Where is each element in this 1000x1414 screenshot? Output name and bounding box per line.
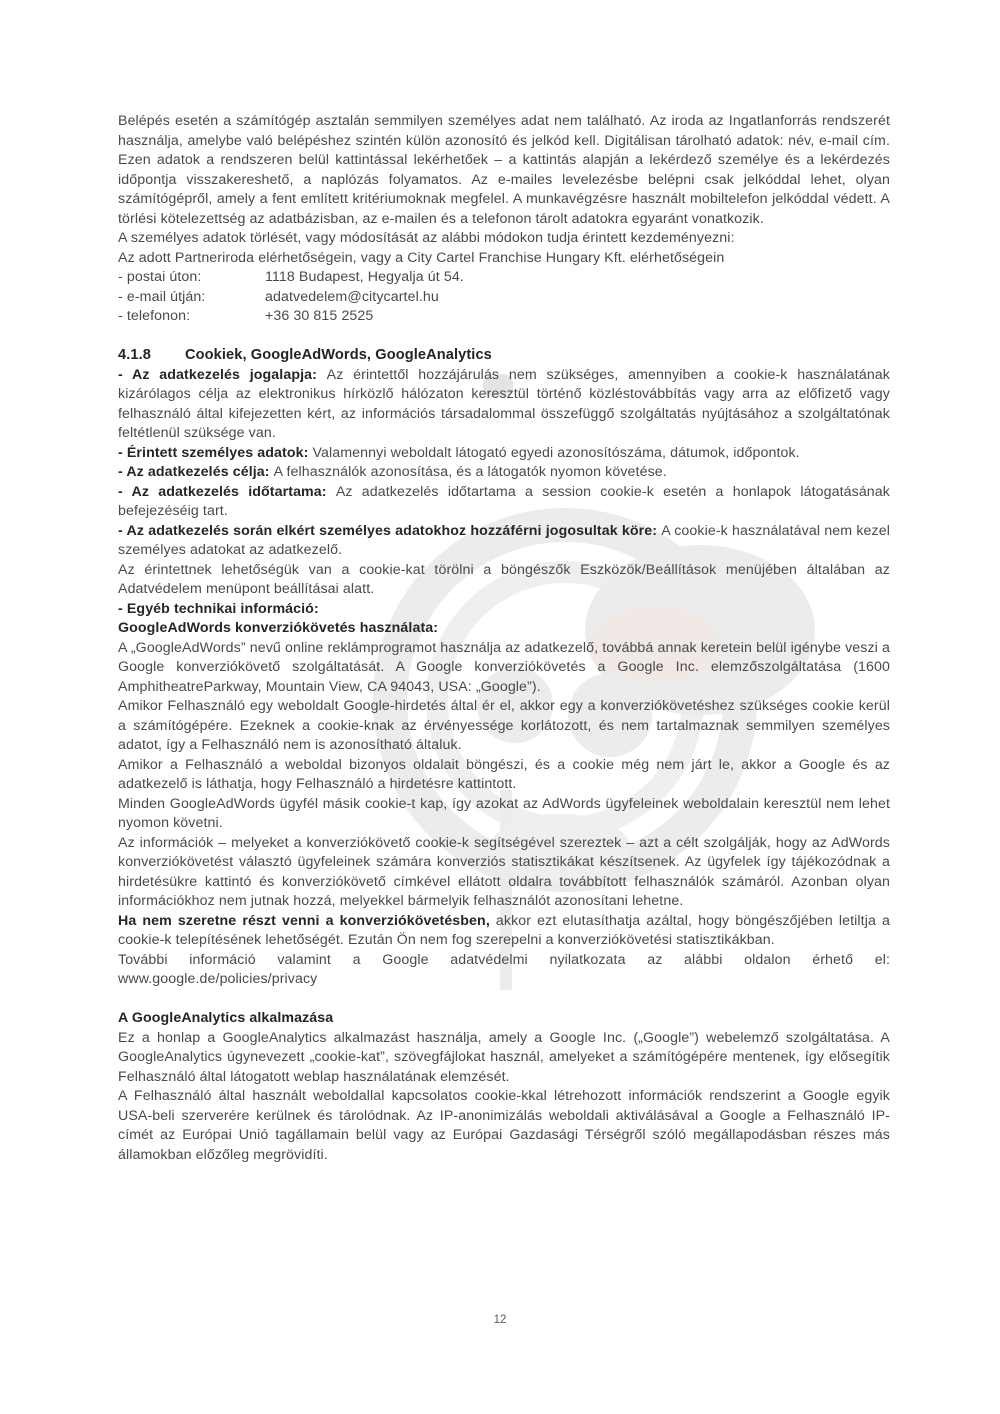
- contact-value: +36 30 815 2525: [265, 308, 374, 324]
- adwords-description-paragraph: [118, 639, 890, 698]
- intro-paragraph: [118, 112, 890, 229]
- paragraph-text: Az információk – melyeket a konverziókövető cookie-k segítségével szereztek – azt a célt szolgálják, hogy az AdWords konverziókövetést választó ügyfeleinek számára konverziós statisztikákat készítsenek. Az ügyfelek így tájékozódnak a hirdetésükre kattintó és konverziókövető címkével ellátott oldalra továbbított felhasználók számáról. Azonban olyan információkhoz nem jutnak hozzá, melyekkel bármelyik felhasználót azonosítani lehetne.: [118, 834, 890, 909]
- paragraph-text: Amikor Felhasználó egy weboldalt Google-hirdetés által ér el, akkor egy a konverziókövetéshez szükséges cookie kerül a számítógépére. Ezeknek a cookie-knak az érvényessége korlátozott, és nem tartalmaznak semmilyen személyes adatot, így a Felhasználó nem is azonosítható általuk.: [118, 698, 890, 753]
- page-number: 12: [493, 1314, 507, 1326]
- contact-row-email: [118, 288, 890, 308]
- paragraph-text: További információ valamint a Google adatvédelmi nyilatkozata az alábbi oldalon érhető el: www.google.de/policies/privacy: [118, 951, 890, 987]
- contact-label: - postai úton:: [118, 269, 202, 285]
- more-info-paragraph: [118, 951, 890, 990]
- conversion-statistics-paragraph: [118, 834, 890, 912]
- contact-intro-line: [118, 249, 890, 269]
- cookie-not-expired-paragraph: [118, 756, 890, 795]
- contact-label: - e-mail útján:: [118, 288, 206, 305]
- paragraph-lead: - Érintett személyes adatok:: [118, 444, 313, 461]
- paragraph-text: A cookie-k használatával nem kezel személyes adatokat az adatkezelő.: [118, 522, 890, 558]
- paragraph-text: A személyes adatok törlését, vagy módosítását az alábbi módokon tudja érintett kezdeményezni:: [118, 230, 735, 246]
- contact-row-phone: [118, 307, 890, 327]
- different-cookie-paragraph: [118, 795, 890, 834]
- section-title: A GoogleAnalytics alkalmazása: [118, 1010, 334, 1026]
- paragraph-lead: - Egyéb technikai információ:: [118, 600, 319, 617]
- analytics-heading: [118, 1009, 890, 1029]
- other-technical-info-line: [118, 600, 890, 620]
- conversion-cookie-paragraph: [118, 697, 890, 756]
- deletion-intro-line: [118, 229, 890, 249]
- analytics-description-paragraph: [118, 1029, 890, 1088]
- section-title: Cookiek, GoogleAdWords, GoogleAnalytics: [185, 347, 492, 363]
- paragraph-lead: - Az adatkezelés során elkért személyes adatokhoz hozzáférni jogosultak köre:: [118, 522, 662, 539]
- adwords-usage-heading-line: [118, 619, 890, 639]
- paragraph-text: Valamennyi weboldalt látogató egyedi azonosítószáma, dátumok, időpontok.: [312, 444, 800, 461]
- cookie-delete-paragraph: [118, 561, 890, 600]
- paragraph-text: Az érintettnek lehetőségük van a cookie-kat törölni a böngészők Eszközök/Beállítások menüjében általában az Adatvédelem menüpont beállításai alatt.: [118, 561, 890, 597]
- paragraph-text: akkor ezt elutasíthatja azáltal, hogy böngészőjében letiltja a cookie-k telepítésének lehetőségét. Ezután Ön nem fog szerepelni a konverziókövetési statisztikákban.: [118, 912, 891, 948]
- purpose-paragraph: [118, 463, 890, 483]
- paragraph-text: A felhasználók azonosítása, és a látogatók nyomon követése.: [273, 464, 667, 480]
- paragraph-text: A „GoogleAdWords” nevű online reklámprogramot használja az adatkezelő, továbbá annak keretein belül igénybe veszi a Google konverziókövető szolgáltatását. A Google konverziókövetés a Google Inc. elemzőszolgáltatása (1600 AmphitheatreParkway, Mountain View, CA 94043, USA: „Google”).: [118, 639, 890, 695]
- legal-basis-paragraph: [118, 366, 890, 444]
- paragraph-text: A Felhasználó által használt weboldallal kapcsolatos cookie-kkal létrehozott információk rendszerint a Google egyik USA-beli szerverére kerülnek és tárolódnak. Az IP-anonimizálás weboldali aktiválásával a Google a Felhasználó IP-címét az Európai Unió tagállamain belül vagy az Európai Gazdasági Térségről szóló megállapodásban részes más államokban előzőleg megrövidíti.: [118, 1088, 890, 1163]
- paragraph-lead: - Az adatkezelés jogalapja:: [118, 366, 327, 383]
- paragraph-text: Ez a honlap a GoogleAnalytics alkalmazást használja, amely a Google Inc. („Google”) webelemző szolgáltatása. A GoogleAnalytics úgynevezett „cookie-kat”, szövegfájlokat használ, amelyeket a számítógépére mentenek, így elősegítik Felhasználó által látogatott weblap használatának elemzését.: [118, 1029, 890, 1085]
- access-rights-paragraph: [118, 522, 890, 561]
- paragraph-text: Amikor a Felhasználó a weboldal bizonyos oldalait böngészi, és a cookie még nem járt le, akkor a Google és az adatkezelő is láthatja, hogy Felhasználó a hirdetésre kattintott.: [118, 756, 890, 792]
- contact-label: - telefonon:: [118, 308, 191, 324]
- contact-value: adatvedelem@citycartel.hu: [265, 288, 439, 305]
- paragraph-lead: GoogleAdWords konverziókövetés használata:: [118, 620, 439, 636]
- section-heading-4-1-8: [118, 346, 890, 366]
- contact-value: 1118 Budapest, Hegyalja út 54.: [265, 269, 464, 285]
- personal-data-paragraph: [118, 444, 890, 464]
- paragraph-text: Az adatkezelés időtartama a session cookie-k esetén a honlapok látogatásának befejezéséig tart.: [118, 483, 890, 519]
- opt-out-paragraph: [118, 912, 890, 951]
- ip-anonymization-paragraph: [118, 1087, 890, 1165]
- document-body: [118, 112, 890, 1165]
- paragraph-text: Az érintettől hozzájárulás nem szükséges, amennyiben a cookie-k használatának kizárólagos célja az elektronikus hírközlő hálózaton keresztül történő közléstovábbítás vagy arra az előfizető vagy felhasználó által kifejezetten kért, az információs társadalommal összefüggő szolgáltatás nyújtásához a szolgáltatónak feltétlenül szüksége van.: [118, 366, 890, 441]
- paragraph-text: Belépés esetén a számítógép asztalán semmilyen személyes adat nem található. Az iroda az Ingatlanforrás rendszerét használja, amelybe való belépéshez szintén külön azonosító és jelkód kell. Digitálisan tárolható adatok: név, e-mail cím. Ezen adatok a rendszeren belül kattintással lekérhetőek – a kattintás alapján a lekérdező személye és a lekérdezés időpontja visszakereshető, a naplózás folyamatos. Az e-mailes levelezésbe belépni csak jelkóddal lehet, olyan számítógépről, amely a fent említett kritériumoknak megfelel. A munkavégzésre használt mobiltelefon jelkóddal védett. A törlési kötelezettség az adatbázisban, az e-mailen és a telefonon tárolt adatokra egyaránt vonatkozik.: [118, 113, 890, 227]
- contact-row-postal: [118, 268, 890, 288]
- paragraph-lead: - Az adatkezelés időtartama:: [118, 483, 336, 500]
- paragraph-text: Minden GoogleAdWords ügyfél másik cookie-t kap, így azokat az AdWords ügyfeleinek weboldalain keresztül nem lehet nyomon követni.: [118, 795, 890, 831]
- duration-paragraph: [118, 483, 890, 522]
- paragraph-lead: - Az adatkezelés célja:: [118, 464, 274, 480]
- paragraph-lead: Ha nem szeretne részt venni a konverziókövetésben,: [118, 912, 496, 929]
- paragraph-text: Az adott Partneriroda elérhetőségein, vagy a City Cartel Franchise Hungary Kft. elérhetőségein: [118, 249, 725, 266]
- section-number: 4.1.8: [118, 347, 151, 363]
